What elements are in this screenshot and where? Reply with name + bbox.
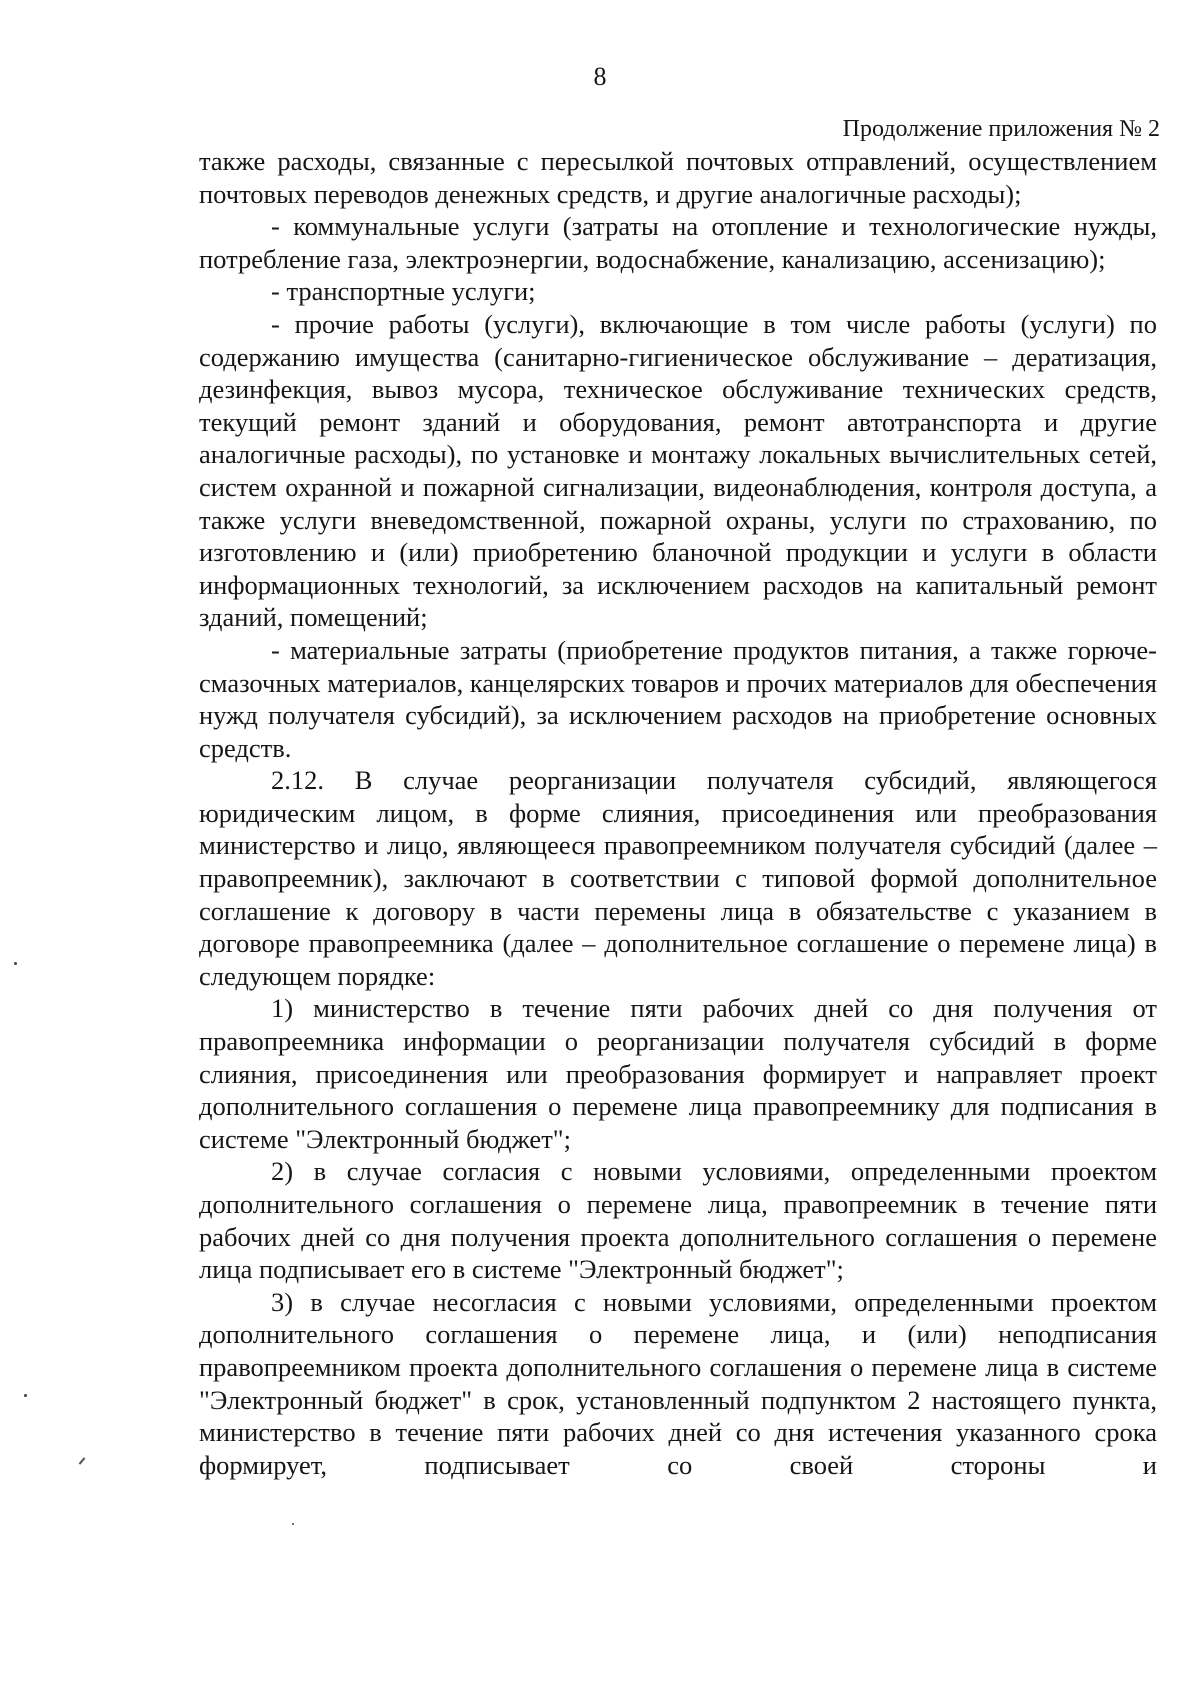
scan-speck xyxy=(24,1394,27,1397)
scan-speck xyxy=(292,1523,294,1525)
paragraph-expenses-continued: также расходы, связанные с пересылкой почтовых отправлений, осуществлением почтовых переводов денежных средств, и другие аналогичные расходы); xyxy=(199,146,1157,209)
page-number: 8 xyxy=(593,62,607,91)
continuation-label: Продолжение приложения № 2 xyxy=(842,116,1160,142)
paragraph-subitem-2: 2) в случае согласия с новыми условиями, определенными проектом дополнительного соглашения о перемене лица, правопреемник в течение пяти рабочих дней со дня получения проекта дополнительного соглашения о перемене лица подписывает его в системе "Электронный бюджет"; xyxy=(199,1156,1157,1285)
paragraph-2-12: 2.12. В случае реорганизации получателя субсидий, являющегося юридическим лицом, в форме слияния, присоединения или преобразования министерство и лицо, являющееся правопреемником получателя субсидий (далее – правопреемник), заключают в соответствии с типовой формой дополнительное соглашение к договору в части перемены лица в обязательстве с указанием в договоре правопреемника (далее – дополнительное соглашение о перемене лица) в следующем порядке: xyxy=(199,765,1157,991)
paragraph-subitem-3: 3) в случае несогласия с новыми условиями, определенными проектом дополнительного соглашения о перемене лица, и (или) неподписания правопреемником проекта дополнительного соглашения о перемене лица в системе "Электронный бюджет" в срок, установленный подпунктом 2 настоящего пункта, министерство в течение пяти рабочих дней со дня истечения указанного срока формирует, подписывает со своей стороны и xyxy=(199,1286,1157,1480)
paragraph-other-works: - прочие работы (услуги), включающие в том числе работы (услуги) по содержанию имущества (санитарно-гигиеническое обслуживание – дератизация, дезинфекция, вывоз мусора, техническое обслуживание технических средств, текущий ремонт зданий и оборудования, ремонт автотранспорта и другие аналогичные расходы), по установке и монтажу локальных вычислительных сетей, систем охранной и пожарной сигнализации, видеонаблюдения, контроля доступа, а также услуги вневедомственной, пожарной охраны, услуги по страхованию, по изготовлению и (или) приобретению бланочной продукции и услуги в области информационных технологий, за исключением расходов на капитальный ремонт зданий, помещений; xyxy=(199,308,1157,633)
scan-speck xyxy=(14,962,17,965)
paragraph-subitem-1: 1) министерство в течение пяти рабочих дней со дня получения от правопреемника информации о реорганизации получателя субсидий в форме слияния, присоединения или преобразования формирует и направляет проект дополнительного соглашения о перемене лица правопреемнику для подписания в системе "Электронный бюджет"; xyxy=(199,993,1157,1154)
document-body xyxy=(199,145,1157,1481)
paragraph-material-costs: - материальные затраты (приобретение продуктов питания, а также горюче-смазочных материалов, канцелярских товаров и прочих материалов для обеспечения нужд получателя субсидий), за исключением расходов на приобретение основных средств. xyxy=(199,634,1157,763)
paragraph-transport: - транспортные услуги; xyxy=(271,276,536,307)
paragraph-utilities: - коммунальные услуги (затраты на отопление и технологические нужды, потребление газа, электроэнергии, водоснабжение, канализацию, ассенизацию); xyxy=(199,211,1157,274)
scan-stroke xyxy=(79,1457,86,1464)
